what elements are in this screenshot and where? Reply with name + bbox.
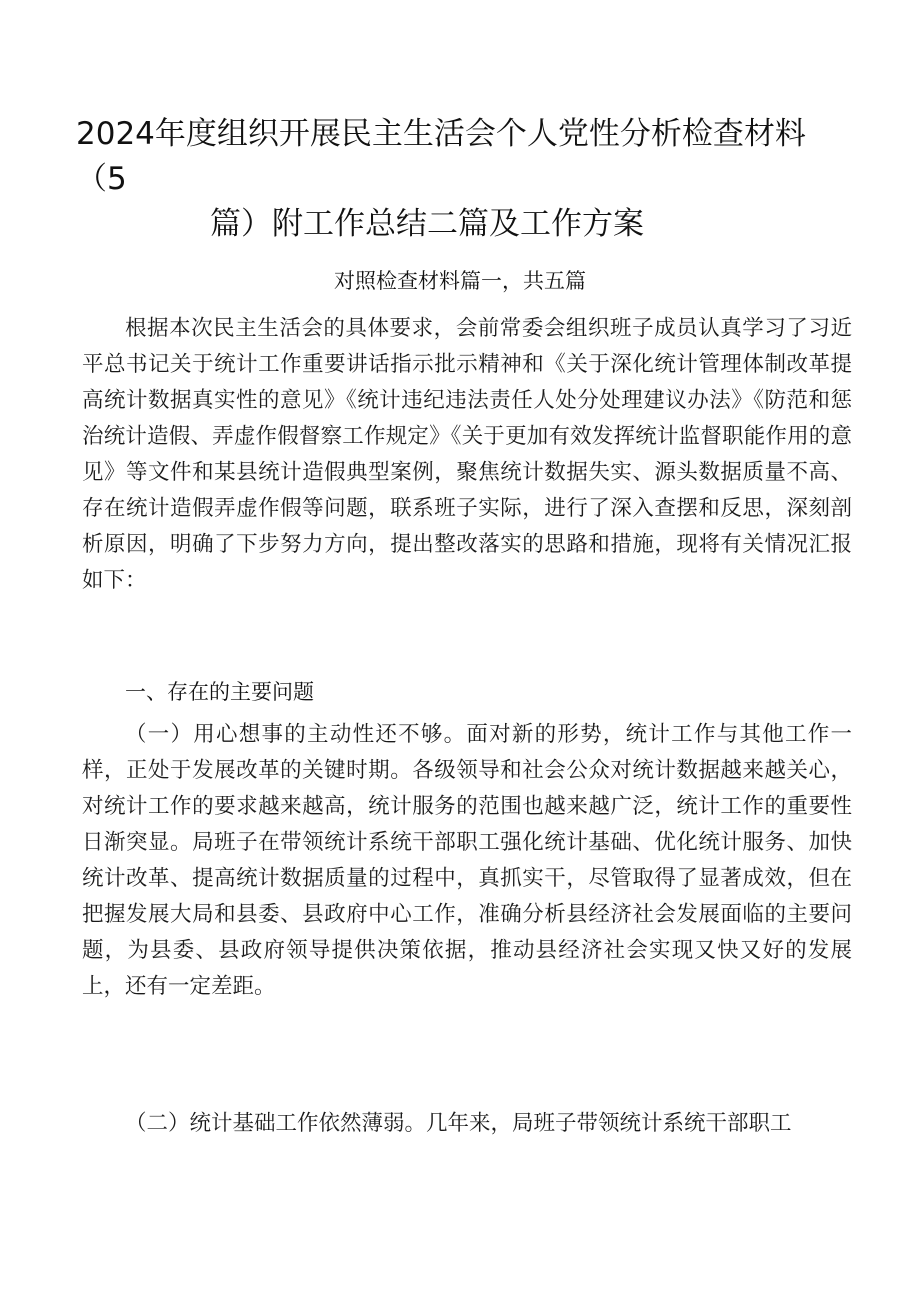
heading-main-problems: 一、存在的主要问题 xyxy=(125,680,314,704)
problem-item-2: （二）统计基础工作依然薄弱。几年来，局班子带领统计系统干部职工 xyxy=(125,1111,792,1136)
problem-item-1: （一）用心想事的主动性还不够。面对新的形势，统计工作与其他工作一样，正处于发展改革的关键时期。各级领导和社会公众对统计数据越来越关心，对统计工作的要求越来越高，统计服务的范围也越来越广泛，统计工作的重要性日渐突显。局班子在带领统计系统干部职工强化统计基础、优化统计服务、加快统计改革、提高统计数据质量的过程中，真抓实干，尽管取得了显著成效，但在把握发展大局和县委、县政府中心工作，准确分析县经济社会发展面临的主要问题，为县委、县政府领导提供决策依据，推动县经济社会实现又快又好的发展上，还有一定差距。 xyxy=(82,722,852,999)
title-line-1: 2024年度组织开展民主生活会个人党性分析检查材料（5 xyxy=(76,116,806,197)
intro-paragraph: 根据本次民主生活会的具体要求，会前常委会组织班子成员认真学习了习近平总书记关于统计工作重要讲话指示批示精神和《关于深化统计管理体制改革提高统计数据真实性的意见》《统计违纪违法责任人处分处理建议办法》《防范和惩治统计造假、弄虚作假督察工作规定》《关于更加有效发挥统计监督职能作用的意见》等文件和某县统计造假典型案例，聚焦统计数据失实、源头数据质量不高、存在统计造假弄虚作假等问题，联系班子实际，进行了深入查摆和反思，深刻剖析原因，明确了下步努力方向，提出整改落实的思路和措施，现将有关情况汇报如下： xyxy=(82,316,852,593)
document-title xyxy=(76,112,856,247)
section-title: 对照检查材料篇一，共五篇 xyxy=(334,269,586,293)
title-line-2: 篇）附工作总结二篇及工作方案 xyxy=(210,206,644,242)
